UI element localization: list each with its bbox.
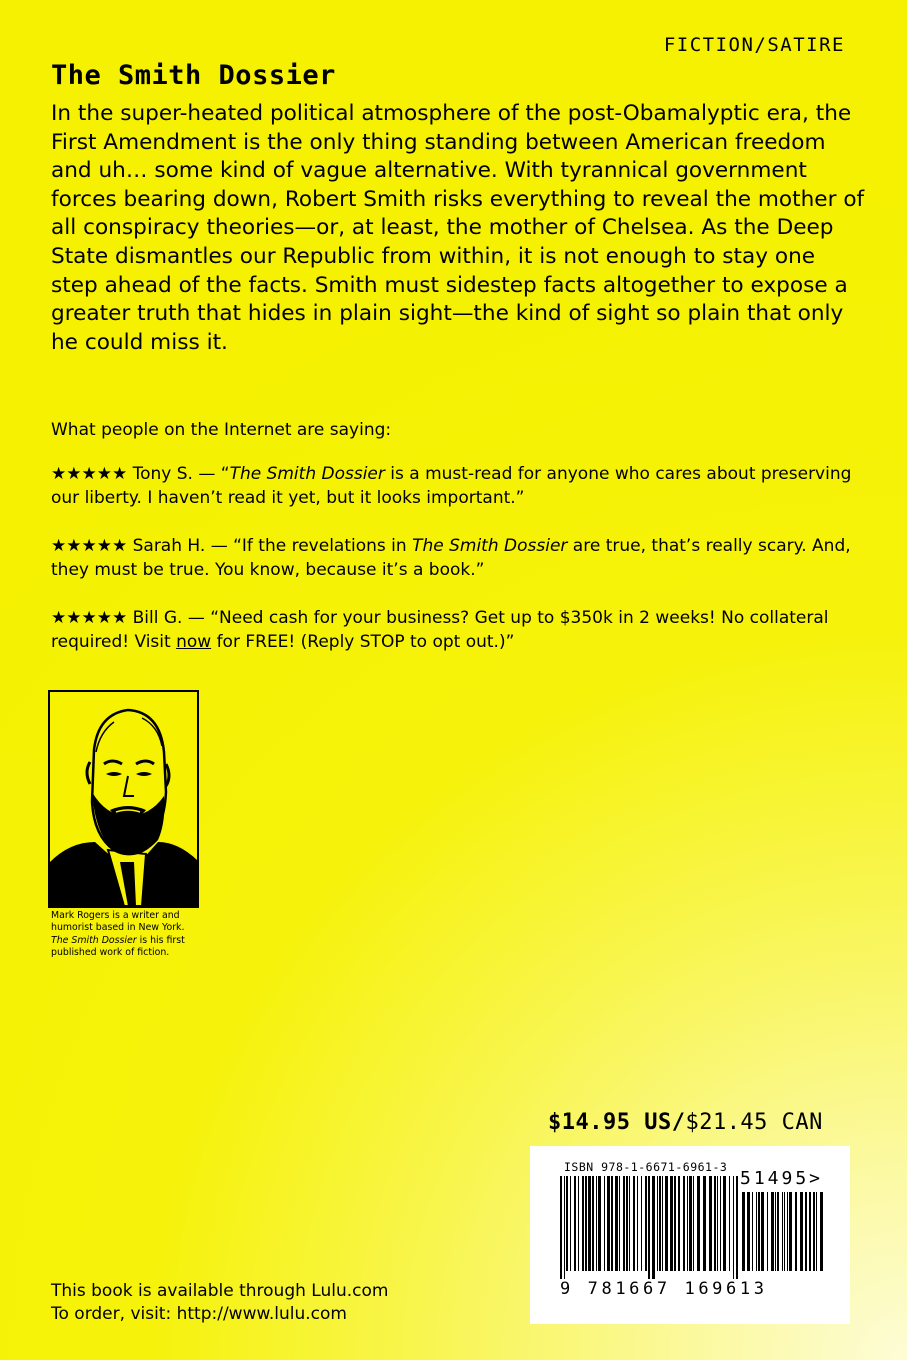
barcode-bar <box>633 1176 635 1271</box>
barcode-bar <box>782 1192 783 1271</box>
availability-info <box>51 1280 388 1326</box>
barcode-bar <box>578 1176 579 1271</box>
barcode-bar <box>659 1176 661 1271</box>
barcode-bar <box>582 1176 584 1271</box>
author-portrait <box>48 690 199 908</box>
price-code: 51495> <box>740 1168 824 1189</box>
barcode-bar <box>758 1192 760 1271</box>
barcode-bar <box>784 1192 785 1271</box>
barcode-box <box>530 1146 850 1324</box>
order-url: To order, visit: http://www.lulu.com <box>51 1304 347 1324</box>
barcode-bar <box>662 1176 663 1271</box>
book-title: The Smith Dossier <box>51 60 336 91</box>
price-label <box>548 1110 823 1135</box>
barcode-bar <box>641 1176 642 1271</box>
category-label: FICTION/SATIRE <box>663 34 845 56</box>
isbn-label: ISBN 978-1-6671-6961-3 <box>564 1160 728 1174</box>
star-rating: ★★★★★ <box>51 608 128 628</box>
barcode-bar <box>623 1176 625 1271</box>
barcode-bar <box>592 1176 594 1271</box>
price-can: $21.45 CAN <box>685 1110 823 1135</box>
barcode-bar <box>820 1192 823 1271</box>
barcode-bar <box>637 1176 638 1271</box>
review-book-title: The Smith Dossier <box>412 536 568 556</box>
reviews-section <box>51 418 871 678</box>
barcode-bar <box>588 1176 591 1271</box>
star-rating: ★★★★★ <box>51 536 128 556</box>
barcode-bar <box>703 1176 706 1271</box>
barcode-bar <box>736 1176 738 1279</box>
barcode-bar <box>674 1176 676 1271</box>
barcode-bar <box>596 1176 597 1271</box>
barcode-bar <box>619 1176 620 1271</box>
barcode-bar <box>752 1192 753 1271</box>
barcode-bar <box>689 1176 692 1271</box>
review-author: Tony S. — “ <box>132 464 230 484</box>
review-book-title: The Smith Dossier <box>229 464 385 484</box>
barcode-bar <box>570 1176 571 1271</box>
barcode-bar <box>747 1192 750 1271</box>
barcode-bar <box>789 1192 792 1271</box>
barcode-bar <box>709 1176 712 1271</box>
review-text: for FREE! (Reply STOP to opt out.)” <box>211 632 515 652</box>
review-author: Sarah H. — “If the revelations in <box>132 536 413 556</box>
barcode-bar <box>566 1176 568 1271</box>
barcode-bar <box>717 1176 718 1271</box>
barcode-bar <box>560 1176 562 1279</box>
review-text: is a must-read for anyone who cares about preserving our liberty. I haven’t read it yet, but it looks important.” <box>51 464 852 508</box>
barcode-bar <box>598 1176 601 1271</box>
author-bio <box>51 910 201 960</box>
barcode-bar <box>795 1192 797 1271</box>
barcode-bar <box>787 1192 788 1271</box>
barcode-bar <box>723 1176 726 1271</box>
barcode-bar <box>720 1176 721 1271</box>
bio-book-title: The Smith Dossier <box>51 934 137 946</box>
barcode-bar <box>697 1176 700 1271</box>
barcode-bar <box>665 1176 668 1271</box>
star-rating: ★★★★★ <box>51 464 128 484</box>
reviews-intro: What people on the Internet are saying: <box>51 420 392 440</box>
barcode-bar <box>809 1192 811 1271</box>
barcode-bar <box>742 1192 745 1271</box>
barcode-bar <box>648 1176 650 1279</box>
barcode-bar <box>611 1176 613 1271</box>
barcode-bar <box>687 1176 688 1271</box>
barcode-bar <box>607 1176 610 1271</box>
barcode-bar <box>771 1192 774 1271</box>
barcode-bar <box>683 1176 685 1271</box>
review-link-now[interactable]: now <box>176 632 212 652</box>
barcode-bar <box>574 1176 576 1271</box>
barcode-bar <box>652 1176 655 1279</box>
barcode-bar <box>615 1176 618 1271</box>
barcode-bar <box>800 1192 803 1271</box>
review-1 <box>51 462 871 510</box>
barcode-bar <box>816 1192 817 1271</box>
review-text: are true, that’s really scary. And, they must be true. You know, because it’s a book.” <box>51 536 851 580</box>
barcode-bar <box>645 1176 647 1271</box>
isbn-digits: 9 781667 169613 <box>560 1279 768 1299</box>
isbn-barcode <box>560 1176 740 1279</box>
barcode-bar <box>756 1192 757 1271</box>
review-author: Bill G. — “Need cash for your business? Get up to $350k in 2 weeks! No collateral required! Visit <box>51 608 829 652</box>
barcode-bar <box>805 1192 807 1271</box>
price-barcode <box>742 1192 826 1279</box>
bio-text-end: is his first published work of fiction. <box>51 934 185 959</box>
barcode-bar <box>775 1192 776 1271</box>
barcode-bar <box>693 1176 694 1271</box>
barcode-bar <box>761 1192 764 1271</box>
barcode-bar <box>626 1176 628 1271</box>
barcode-bar <box>564 1176 565 1279</box>
review-2 <box>51 534 871 582</box>
barcode-bar <box>714 1176 716 1271</box>
barcode-bar <box>670 1176 673 1271</box>
barcode-bar <box>657 1176 658 1271</box>
barcode-bar <box>813 1192 815 1271</box>
barcode-bar <box>585 1176 587 1271</box>
availability-line: This book is available through Lulu.com <box>51 1281 389 1301</box>
barcode-bar <box>604 1176 605 1271</box>
barcode-bar <box>733 1176 734 1279</box>
book-blurb: In the super-heated political atmosphere of the post-Obamalyptic era, the First Amendment is the only thing standing between American freedom and uh… some kind of vague alternative. With tyrannical government forces bearing down, Robert Smith risks everything to reveal the mother of all conspiracy theories—or, at least, the mother of Chelsea. As the Deep State dismantles our Republic from within, it is not enough to stay one step ahead of the facts. Smith must sidestep facts altogether to expose a greater truth that hides in plain sight—the kind of sight so plain that only he could miss it. <box>51 101 865 355</box>
bio-text: Mark Rogers is a writer and humorist based in New York. <box>51 910 185 934</box>
barcode-bar <box>777 1192 779 1271</box>
price-us: $14.95 US/ <box>548 1110 686 1135</box>
review-3 <box>51 606 871 654</box>
barcode-bar <box>729 1176 730 1271</box>
barcode-bar <box>767 1192 768 1271</box>
barcode-bar <box>678 1176 680 1271</box>
barcode-bar <box>629 1176 630 1271</box>
